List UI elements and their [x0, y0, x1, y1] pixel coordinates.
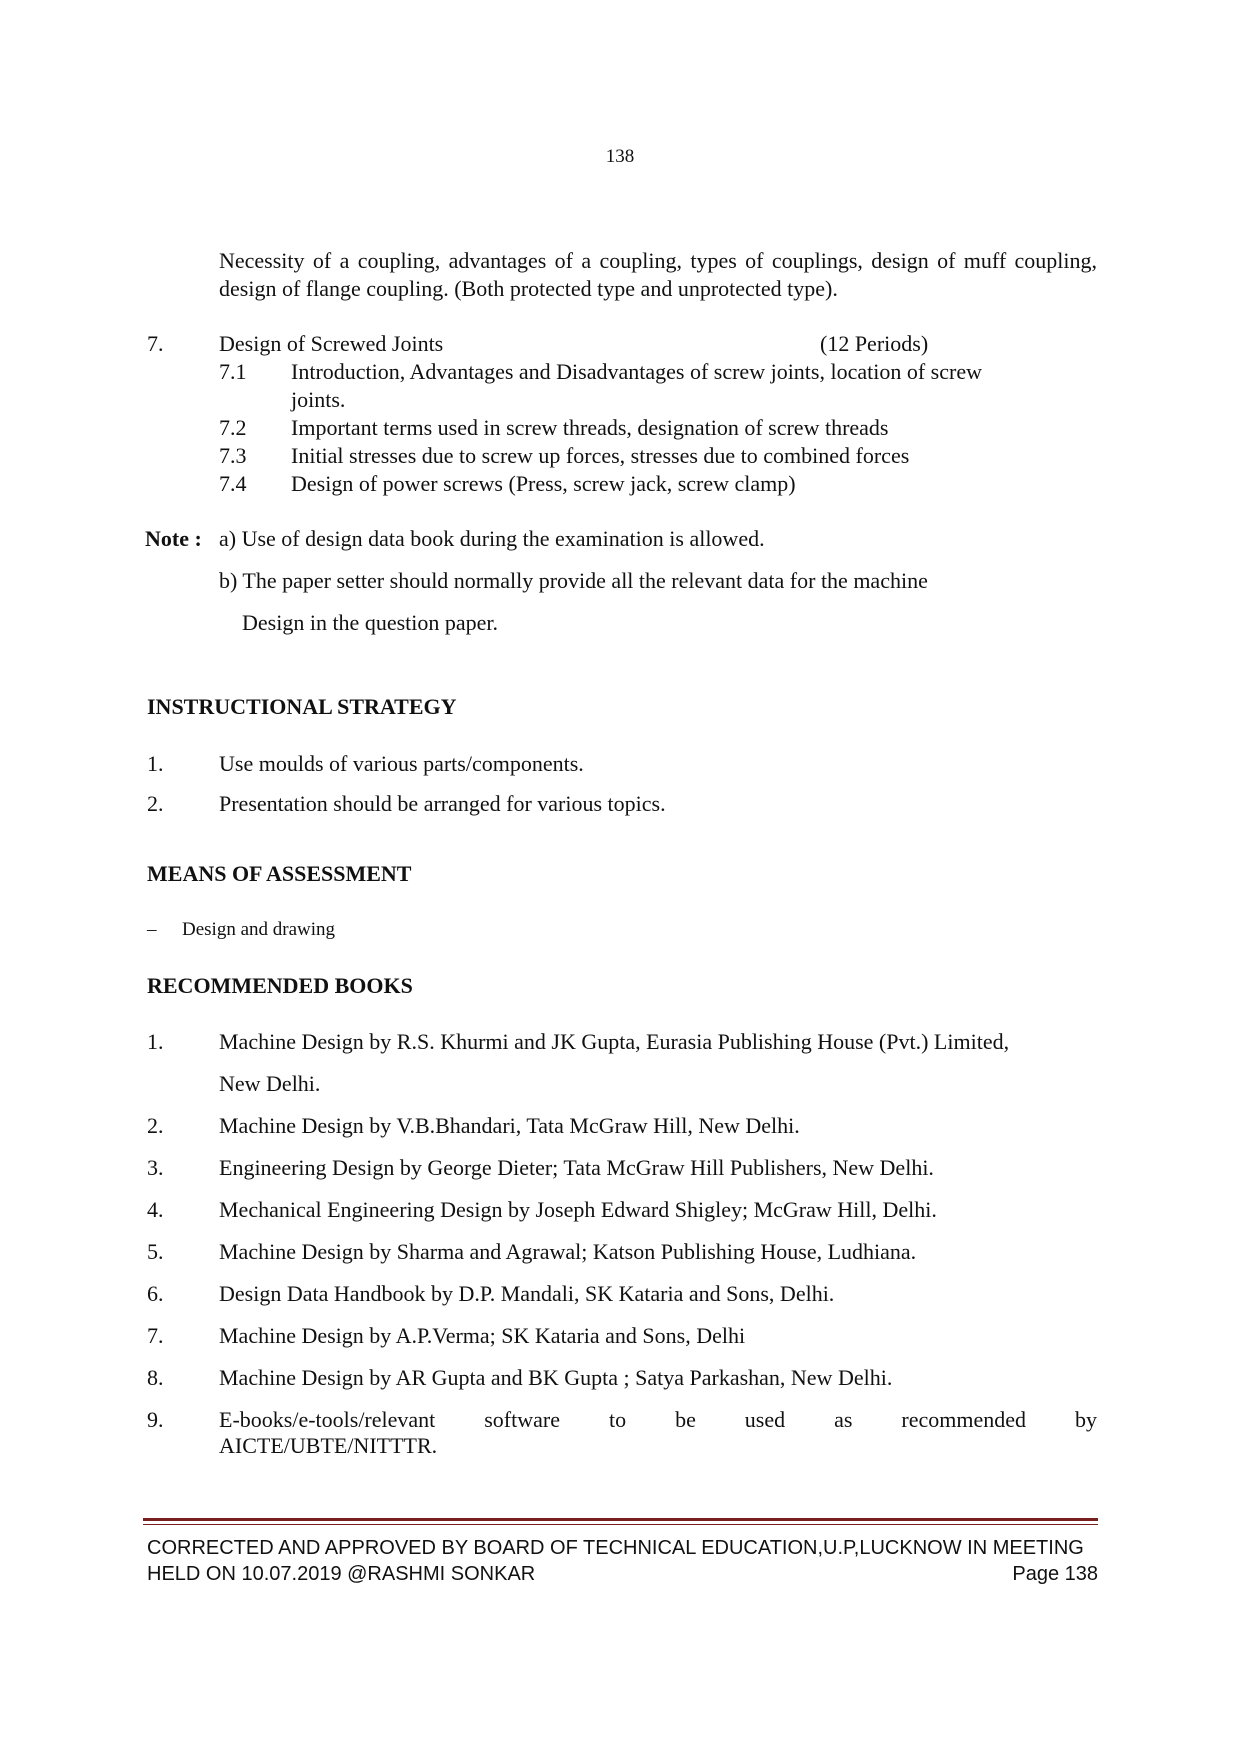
bullet-dash: – [147, 919, 157, 940]
subitem-text-line1: Introduction, Advantages and Disadvantages of screw joints, location of screw [291, 359, 982, 384]
book-entry: Mechanical Engineering Design by Joseph Edward Shigley; McGraw Hill, Delhi. [219, 1197, 937, 1222]
unit-title: Design of Screwed Joints [219, 331, 444, 356]
book-number: 5. [147, 1239, 164, 1264]
book-number: 6. [147, 1281, 164, 1306]
note-b-line1: b) The paper setter should normally provide all the relevant data for the machine [219, 568, 928, 593]
list-item: Use moulds of various parts/components. [219, 751, 584, 776]
means-of-assessment-heading: MEANS OF ASSESSMENT [147, 861, 412, 886]
book-word: recommended [901, 1407, 1026, 1432]
footer-rule-thick [143, 1518, 1098, 1521]
book-word: used [744, 1407, 786, 1432]
book-entry: Machine Design by A.P.Verma; SK Kataria and Sons, Delhi [219, 1323, 746, 1348]
subitem-number: 7.3 [219, 443, 247, 468]
list-number: 1. [147, 751, 164, 776]
book-number: 8. [147, 1365, 164, 1390]
footer-line2: HELD ON 10.07.2019 @RASHMI SONKAR [147, 1563, 536, 1585]
recommended-books-heading: RECOMMENDED BOOKS [147, 973, 413, 998]
footer-page-label: Page 138 [1012, 1563, 1098, 1585]
book-number: 1. [147, 1029, 164, 1054]
subitem-number: 7.1 [219, 359, 247, 384]
unit-periods: (12 Periods) [820, 331, 929, 356]
book-number: 9. [147, 1407, 164, 1432]
book-entry-spread [219, 1406, 1097, 1434]
book-word: to [608, 1407, 627, 1432]
book-entry: Machine Design by V.B.Bhandari, Tata McGraw Hill, New Delhi. [219, 1113, 800, 1138]
book-number: 7. [147, 1323, 164, 1348]
note-b-line2: Design in the question paper. [242, 610, 499, 635]
book-number: 2. [147, 1113, 164, 1138]
book-word: be [675, 1407, 696, 1432]
book-word: as [834, 1407, 853, 1432]
book-word: software [484, 1407, 560, 1432]
book-word: E-books/e-tools/relevant [219, 1407, 436, 1432]
unit-number: 7. [147, 331, 164, 356]
book-entry-line2: AICTE/UBTE/NITTTR. [219, 1433, 438, 1458]
book-number: 3. [147, 1155, 164, 1180]
book-entry: Engineering Design by George Dieter; Tata McGraw Hill Publishers, New Delhi. [219, 1155, 934, 1180]
book-entry: Design Data Handbook by D.P. Mandali, SK Kataria and Sons, Delhi. [219, 1281, 835, 1306]
note-label: Note : [145, 526, 202, 551]
book-word: by [1074, 1407, 1097, 1432]
subitem-text: Initial stresses due to screw up forces, stresses due to combined forces [291, 443, 910, 468]
subitem-text [291, 358, 1097, 386]
page-number-top: 138 [605, 146, 635, 167]
footer-line2-wrap [147, 1561, 1098, 1587]
instructional-strategy-heading: INSTRUCTIONAL STRATEGY [147, 694, 457, 719]
intro-paragraph: Necessity of a coupling, advantages of a coupling, types of couplings, design of muff coupling, design of flange coupling. (Both protected type and unprotected type). [219, 248, 1097, 301]
footer-line1: CORRECTED AND APPROVED BY BOARD OF TECHNICAL EDUCATION,U.P,LUCKNOW IN MEETING [147, 1537, 1084, 1559]
book-entry: Machine Design by AR Gupta and BK Gupta ; Satya Parkashan, New Delhi. [219, 1365, 893, 1390]
list-item: Presentation should be arranged for various topics. [219, 791, 666, 816]
list-number: 2. [147, 791, 164, 816]
footer-rule-thin [143, 1524, 1098, 1525]
subitem-text: Design of power screws (Press, screw jack, screw clamp) [291, 471, 796, 496]
assessment-item: Design and drawing [182, 919, 336, 940]
note-a: a) Use of design data book during the examination is allowed. [219, 526, 765, 551]
book-entry: Machine Design by Sharma and Agrawal; Katson Publishing House, Ludhiana. [219, 1239, 917, 1264]
book-entry-line2: New Delhi. [219, 1071, 321, 1096]
subitem-number: 7.2 [219, 415, 247, 440]
subitem-text-line2: joints. [291, 387, 346, 412]
subitem-number: 7.4 [219, 471, 247, 496]
book-number: 4. [147, 1197, 164, 1222]
subitem-text: Important terms used in screw threads, designation of screw threads [291, 415, 889, 440]
book-entry-line1: Machine Design by R.S. Khurmi and JK Gupta, Eurasia Publishing House (Pvt.) Limited, [219, 1029, 1010, 1054]
